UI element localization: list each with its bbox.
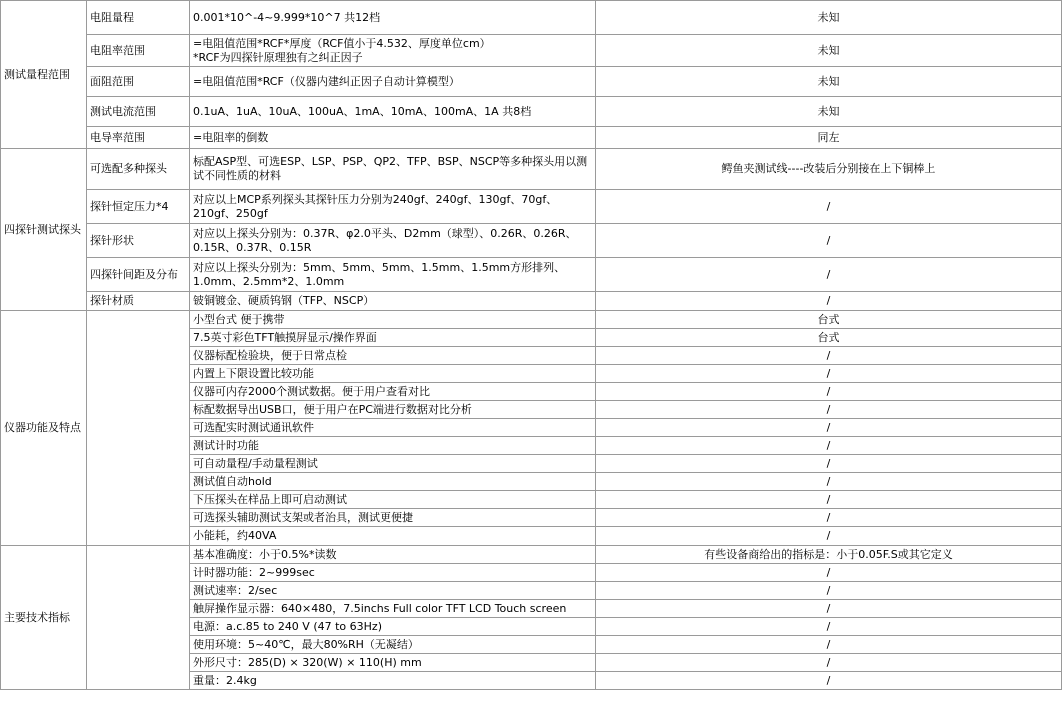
item-spec: 0.1uA、1uA、10uA、100uA、1mA、10mA、100mA、1A 共8档	[190, 97, 596, 127]
table-row	[1, 1, 1062, 35]
item-note: /	[596, 190, 1062, 224]
item-spec: 对应以上探头分别为：5mm、5mm、5mm、1.5mm、1.5mm方形排列、1.0mm、2.5mm*2、1.0mm	[190, 258, 596, 292]
item-note: /	[596, 509, 1062, 527]
item-spec: 触屏操作显示器：640×480，7.5inchs Full color TFT LCD Touch screen	[190, 600, 596, 618]
item-spec: 内置上下限设置比较功能	[190, 365, 596, 383]
item-spec: 重量：2.4kg	[190, 672, 596, 690]
category-cell: 仪器功能及特点	[1, 311, 87, 546]
item-note: 台式	[596, 311, 1062, 329]
table-row	[1, 292, 1062, 311]
item-spec: 电源：a.c.85 to 240 V (47 to 63Hz)	[190, 618, 596, 636]
item-note: 有些设备商给出的指标是：小于0.05F.S或其它定义	[596, 546, 1062, 564]
item-spec: 可选配实时测试通讯软件	[190, 419, 596, 437]
item-spec: 使用环境：5~40℃，最大80%RH（无凝结）	[190, 636, 596, 654]
item-spec: 对应以上MCP系列探头其探针压力分别为240gf、240gf、130gf、70gf、210gf、250gf	[190, 190, 596, 224]
category-cell: 测试量程范围	[1, 1, 87, 149]
item-note: /	[596, 224, 1062, 258]
item-spec: 0.001*10^-4~9.999*10^7 共12档	[190, 1, 596, 35]
item-spec: 下压探头在样品上即可启动测试	[190, 491, 596, 509]
item-note: /	[596, 491, 1062, 509]
item-note: /	[596, 672, 1062, 690]
item-spec: 标配数据导出USB口，便于用户在PC端进行数据对比分析	[190, 401, 596, 419]
item-note: /	[596, 654, 1062, 672]
item-name: 电阻率范围	[87, 35, 190, 67]
item-note: 鳄鱼夹测试线----改装后分别接在上下铜棒上	[596, 149, 1062, 190]
item-spec: 对应以上探头分别为：0.37R、φ2.0平头、D2mm（球型）、0.26R、0.26R、0.15R、0.37R、0.15R	[190, 224, 596, 258]
table-row	[1, 224, 1062, 258]
item-spec: 铍铜镀金、硬质钨钢（TFP、NSCP）	[190, 292, 596, 311]
table-row	[1, 35, 1062, 67]
table-row	[1, 311, 1062, 329]
item-note: /	[596, 292, 1062, 311]
item-spec: =电阻值范围*RCF（仪器内建纠正因子自动计算模型）	[190, 67, 596, 97]
item-name: 四探针间距及分布	[87, 258, 190, 292]
category-cell: 主要技术指标	[1, 546, 87, 690]
item-name: 可选配多种探头	[87, 149, 190, 190]
item-spec: 可选探头辅助测试支架或者治具，测试更便捷	[190, 509, 596, 527]
item-spec: 外形尺寸：285(D) × 320(W) × 110(H) mm	[190, 654, 596, 672]
item-spec: 仪器标配检验块，便于日常点检	[190, 347, 596, 365]
item-name: 电阻量程	[87, 1, 190, 35]
table-row	[1, 190, 1062, 224]
item-spec: =电阻值范围*RCF*厚度（RCF值小于4.532、厚度单位cm） *RCF为四探针原理独有之纠正因子	[190, 35, 596, 67]
category-cell: 四探针测试探头	[1, 149, 87, 311]
table-row	[1, 67, 1062, 97]
item-note: /	[596, 582, 1062, 600]
item-spec: 测试值自动hold	[190, 473, 596, 491]
item-spec: 小型台式 便于携带	[190, 311, 596, 329]
item-spec: 计时器功能：2~999sec	[190, 564, 596, 582]
item-spec: =电阻率的倒数	[190, 127, 596, 149]
item-name: 测试电流范围	[87, 97, 190, 127]
item-name-empty	[87, 546, 190, 690]
item-note: 未知	[596, 67, 1062, 97]
item-spec: 基本准确度：小于0.5%*读数	[190, 546, 596, 564]
table-row	[1, 546, 1062, 564]
item-spec: 测试计时功能	[190, 437, 596, 455]
item-note: /	[596, 347, 1062, 365]
item-note: 未知	[596, 35, 1062, 67]
item-note: /	[596, 564, 1062, 582]
item-note: /	[596, 636, 1062, 654]
item-note: /	[596, 383, 1062, 401]
item-note: /	[596, 419, 1062, 437]
table-row	[1, 127, 1062, 149]
item-note: /	[596, 258, 1062, 292]
item-note: 同左	[596, 127, 1062, 149]
table-row	[1, 258, 1062, 292]
item-note: /	[596, 365, 1062, 383]
item-name: 面阻范围	[87, 67, 190, 97]
table-row	[1, 149, 1062, 190]
item-note: 未知	[596, 97, 1062, 127]
item-note: /	[596, 473, 1062, 491]
item-name: 探针材质	[87, 292, 190, 311]
item-spec: 可自动量程/手动量程测试	[190, 455, 596, 473]
item-note: 台式	[596, 329, 1062, 347]
item-spec: 测试速率：2/sec	[190, 582, 596, 600]
item-name: 探针形状	[87, 224, 190, 258]
item-note: /	[596, 401, 1062, 419]
item-note: /	[596, 527, 1062, 546]
item-note: /	[596, 455, 1062, 473]
item-spec: 仪器可内存2000个测试数据。便于用户查看对比	[190, 383, 596, 401]
item-spec: 7.5英寸彩色TFT触摸屏显示/操作界面	[190, 329, 596, 347]
item-name-empty	[87, 311, 190, 546]
item-note: /	[596, 600, 1062, 618]
item-name: 电导率范围	[87, 127, 190, 149]
table-row	[1, 97, 1062, 127]
item-note: /	[596, 618, 1062, 636]
item-spec: 标配ASP型、可选ESP、LSP、PSP、QP2、TFP、BSP、NSCP等多种探头用以测试不同性质的材料	[190, 149, 596, 190]
item-note: /	[596, 437, 1062, 455]
item-note: 未知	[596, 1, 1062, 35]
item-spec: 小能耗，约40VA	[190, 527, 596, 546]
item-name: 探针恒定压力*4	[87, 190, 190, 224]
